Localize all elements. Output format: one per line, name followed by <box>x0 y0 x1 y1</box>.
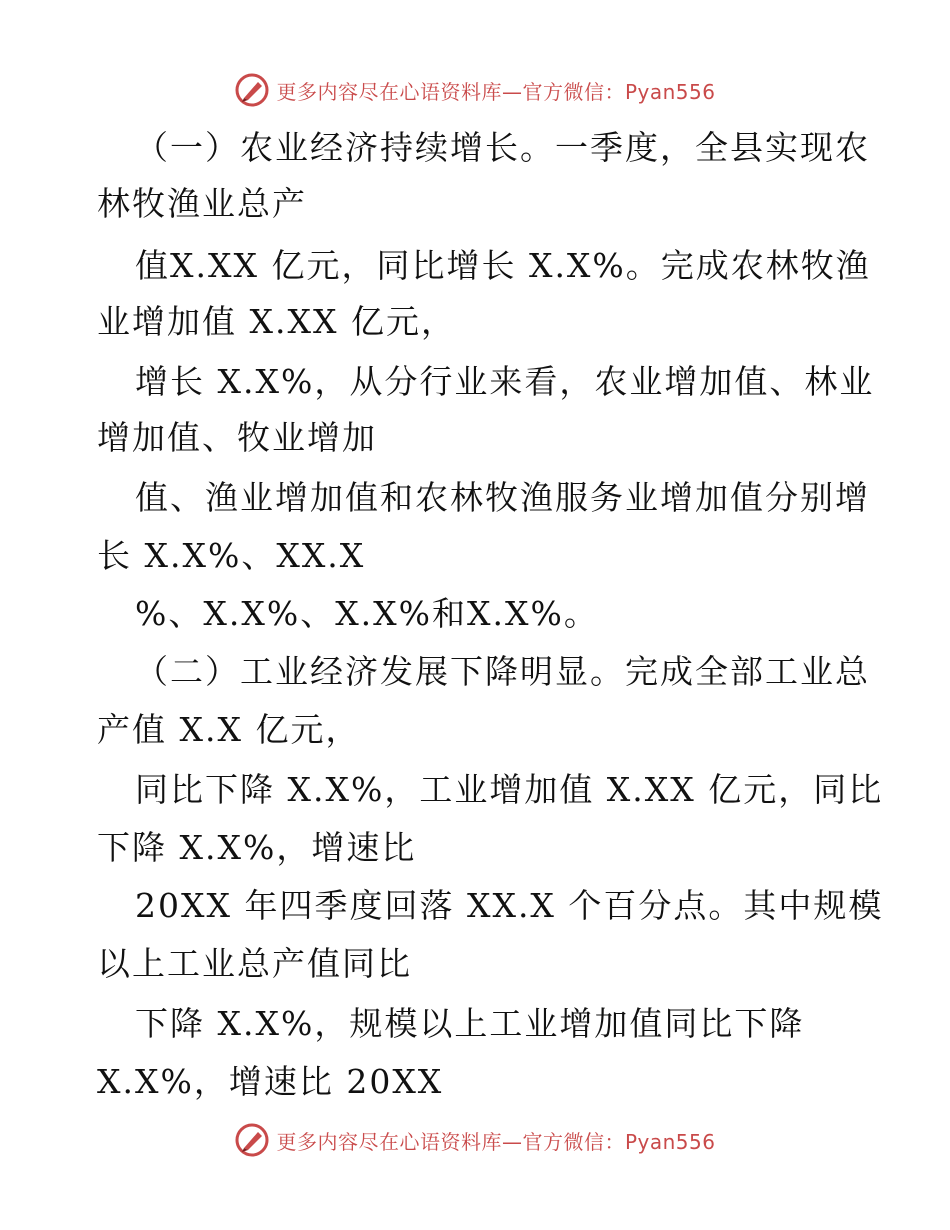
paragraph-line: X.X%，增速比 20XX <box>97 1062 444 1101</box>
paragraph-line: 下降 X.X%，增速比 <box>97 828 417 867</box>
pen-logo-icon <box>234 72 270 108</box>
watermark-text: 更多内容尽在心语资料库—官方微信：Pyan556 <box>276 1129 716 1154</box>
paragraph-line: 下降 X.X%，规模以上工业增加值同比下降 <box>135 1004 805 1043</box>
paragraph-line: 以上工业总产值同比 <box>97 944 412 983</box>
paragraph-line: 产值 X.X 亿元， <box>97 710 361 749</box>
watermark-banner-top <box>0 70 950 110</box>
paragraph-line: 增加值、牧业增加 <box>97 418 377 457</box>
paragraph-line: 长 X.X%、XX.X <box>97 536 366 575</box>
paragraph-line: 林牧渔业总产 <box>97 184 307 223</box>
watermark-text: 更多内容尽在心语资料库—官方微信：Pyan556 <box>276 79 716 104</box>
paragraph-line: （二）工业经济发展下降明显。完成全部工业总 <box>135 652 870 691</box>
paragraph-line: 增长 X.X%，从分行业来看，农业增加值、林业 <box>135 362 875 401</box>
paragraph-line: 同比下降 X.X%，工业增加值 X.XX 亿元，同比 <box>135 770 884 809</box>
paragraph-line: %、X.X%、X.X%和X.X%。 <box>135 594 599 633</box>
pen-logo-icon <box>234 1122 270 1158</box>
paragraph-line: 业增加值 X.XX 亿元， <box>97 302 456 341</box>
paragraph-line: （一）农业经济持续增长。一季度，全县实现农 <box>135 128 870 167</box>
paragraph-line: 值、渔业增加值和农林牧渔服务业增加值分别增 <box>135 478 870 517</box>
paragraph-line: 值X.XX 亿元，同比增长 X.X%。完成农林牧渔 <box>135 246 871 285</box>
paragraph-line: 20XX 年四季度回落 XX.X 个百分点。其中规模 <box>135 886 884 925</box>
watermark-banner-bottom <box>0 1120 950 1160</box>
